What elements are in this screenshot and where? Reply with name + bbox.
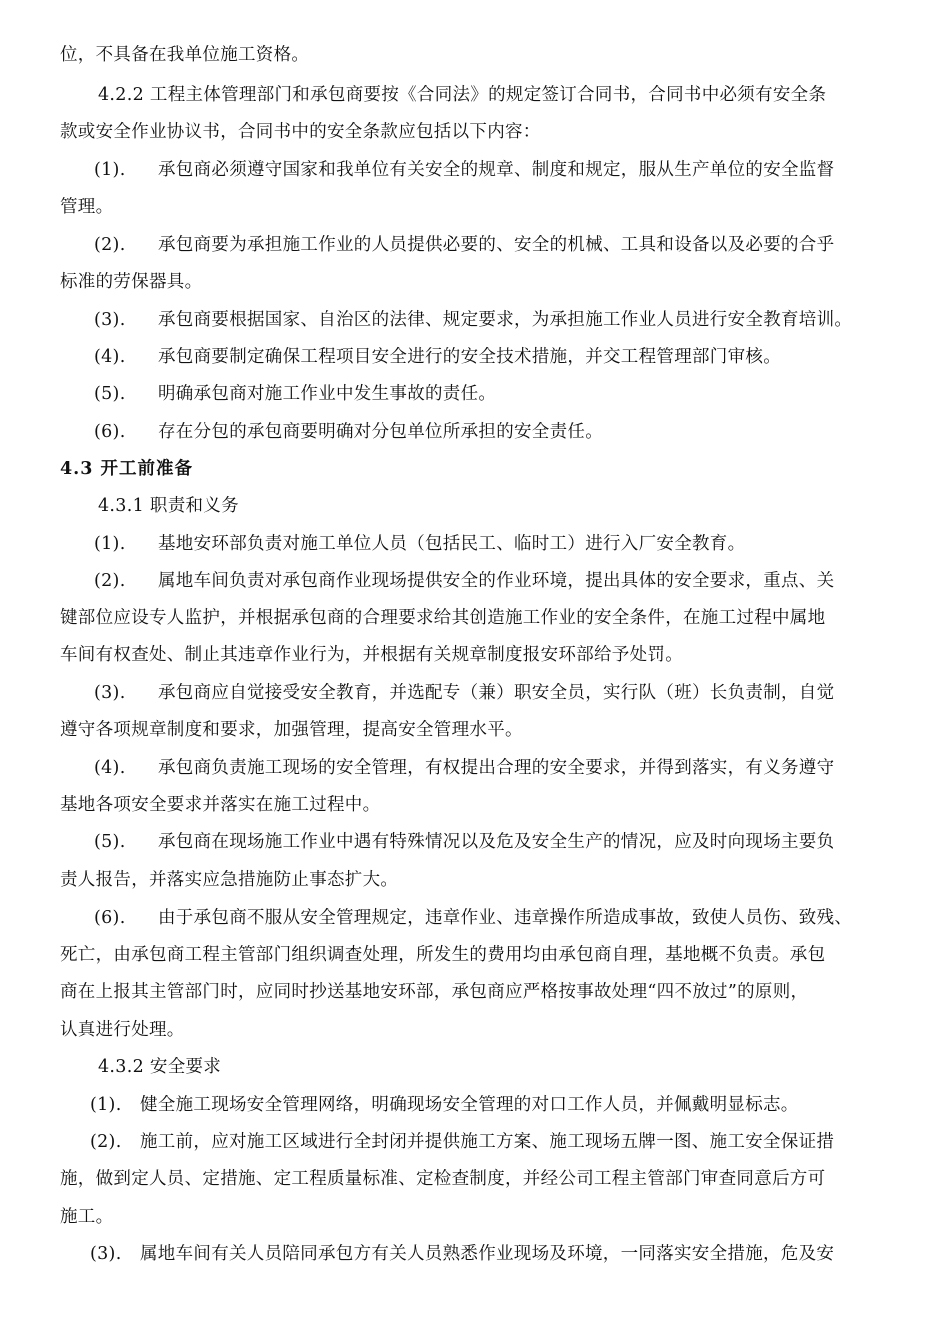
list-item-4-2-2-3 [94,308,852,332]
list-item-4-3-1-6-line-3: 商在上报其主管部门时，应同时抄送基地安环部，承包商应严格按事故处理“四不放过”的原则， [60,982,809,1002]
list-item-number: (5). [94,384,126,404]
list-item-text: 承包商要制定确保工程项目安全进行的安全技术措施，并交工程管理部门审核。 [158,347,781,367]
section-4-2-2-line-2: 款或安全作业协议书，合同书中的安全条款应包括以下内容： [60,122,541,142]
list-item-text: 承包商应自觉接受安全教育，并选配专（兼）职安全员，实行队（班）长负责制，自觉 [158,683,835,703]
list-item-4-3-1-6-line-2: 死亡，由承包商工程主管部门组织调查处理，所发生的费用均由承包商自理，基地概不负责。承包 [60,945,826,965]
list-item-4-2-2-6 [94,420,603,444]
list-item-text: 健全施工现场安全管理网络，明确现场安全管理的对口工作人员，并佩戴明显标志。 [140,1095,799,1115]
list-item-4-3-2-2-line-2: 施，做到定人员、定措施、定工程质量标准、定检查制度，并经公司工程主管部门审查同意后方可 [60,1169,826,1189]
list-item-number: (4). [94,347,126,367]
list-item-4-3-1-4-line-2: 基地各项安全要求并落实在施工过程中。 [60,795,381,815]
list-item-4-3-1-2-line-3: 车间有权查处、制止其违章作业行为，并根据有关规章制度报安环部给予处罚。 [60,645,683,665]
list-item-4-2-2-5 [94,382,496,406]
paragraph-continuation-line: 位，不具备在我单位施工资格。 [60,45,310,65]
list-item-text: 属地车间负责对承包商作业现场提供安全的作业环境，提出具体的安全要求，重点、关 [158,571,835,591]
list-item-number: (2). [94,235,126,255]
list-item-number: (3). [94,683,126,703]
list-item-4-3-2-1 [90,1093,799,1117]
list-item-4-2-2-1-line-2: 管理。 [60,197,114,217]
list-item-4-3-1-2-line-2: 键部位应设专人监护，并根据承包商的合理要求给其创造施工作业的安全条件，在施工过程中属地 [60,608,826,628]
subsection-title-4-3-1: 4.3.1 职责和义务 [98,496,239,516]
list-item-text: 属地车间有关人员陪同承包方有关人员熟悉作业现场及环境，一同落实安全措施，危及安 [140,1244,835,1264]
list-item-4-3-1-6 [94,906,852,930]
section-heading-4-3: 4.3 开工前准备 [60,459,194,479]
list-item-number: (3). [94,310,126,330]
list-item-text: 承包商负责施工现场的安全管理，有权提出合理的安全要求，并得到落实，有义务遵守 [158,758,835,778]
list-item-4-3-2-2 [90,1130,834,1154]
list-item-number: (2). [90,1132,122,1152]
list-item-number: (1). [94,534,126,554]
list-item-4-2-2-2 [94,233,834,257]
list-item-4-3-1-4 [94,756,834,780]
list-item-number: (1). [94,160,126,180]
list-item-text: 承包商要根据国家、自治区的法律、规定要求，为承担施工作业人员进行安全教育培训。 [158,310,853,330]
list-item-4-3-1-5-line-2: 责人报告，并落实应急措施防止事态扩大。 [60,870,399,890]
list-item-text: 基地安环部负责对施工单位人员（包括民工、临时工）进行入厂安全教育。 [158,534,746,554]
list-item-number: (1). [90,1095,122,1115]
list-item-number: (5). [94,832,126,852]
list-item-4-3-1-3 [94,681,834,705]
list-item-text: 由于承包商不服从安全管理规定，违章作业、违章操作所造成事故，致使人员伤、致残、 [158,908,853,928]
list-item-4-2-2-1 [94,158,834,182]
section-4-2-2-line-1: 4.2.2 工程主体管理部门和承包商要按《合同法》的规定签订合同书，合同书中必须有安全条 [98,85,827,105]
list-item-4-2-2-4 [94,345,781,369]
list-item-text: 明确承包商对施工作业中发生事故的责任。 [158,384,497,404]
list-item-4-3-1-5 [94,830,834,854]
list-item-text: 承包商要为承担施工作业的人员提供必要的、安全的机械、工具和设备以及必要的合乎 [158,235,835,255]
list-item-text: 存在分包的承包商要明确对分包单位所承担的安全责任。 [158,422,603,442]
subsection-title-4-3-2: 4.3.2 安全要求 [98,1057,222,1077]
list-item-4-3-1-2 [94,569,834,593]
list-item-4-3-2-3 [90,1242,834,1266]
list-item-text: 承包商必须遵守国家和我单位有关安全的规章、制度和规定，服从生产单位的安全监督 [158,160,835,180]
list-item-text: 承包商在现场施工作业中遇有特殊情况以及危及安全生产的情况，应及时向现场主要负 [158,832,835,852]
list-item-4-3-1-1 [94,532,745,556]
list-item-4-3-1-6-line-4: 认真进行处理。 [60,1020,185,1040]
list-item-number: (6). [94,908,126,928]
list-item-number: (2). [94,571,126,591]
list-item-number: (6). [94,422,126,442]
list-item-number: (3). [90,1244,122,1264]
list-item-4-3-2-2-line-3: 施工。 [60,1207,114,1227]
list-item-4-2-2-2-line-2: 标准的劳保器具。 [60,272,203,292]
list-item-text: 施工前，应对施工区域进行全封闭并提供施工方案、施工现场五牌一图、施工安全保证措 [140,1132,835,1152]
list-item-4-3-1-3-line-2: 遵守各项规章制度和要求，加强管理，提高安全管理水平。 [60,720,523,740]
list-item-number: (4). [94,758,126,778]
